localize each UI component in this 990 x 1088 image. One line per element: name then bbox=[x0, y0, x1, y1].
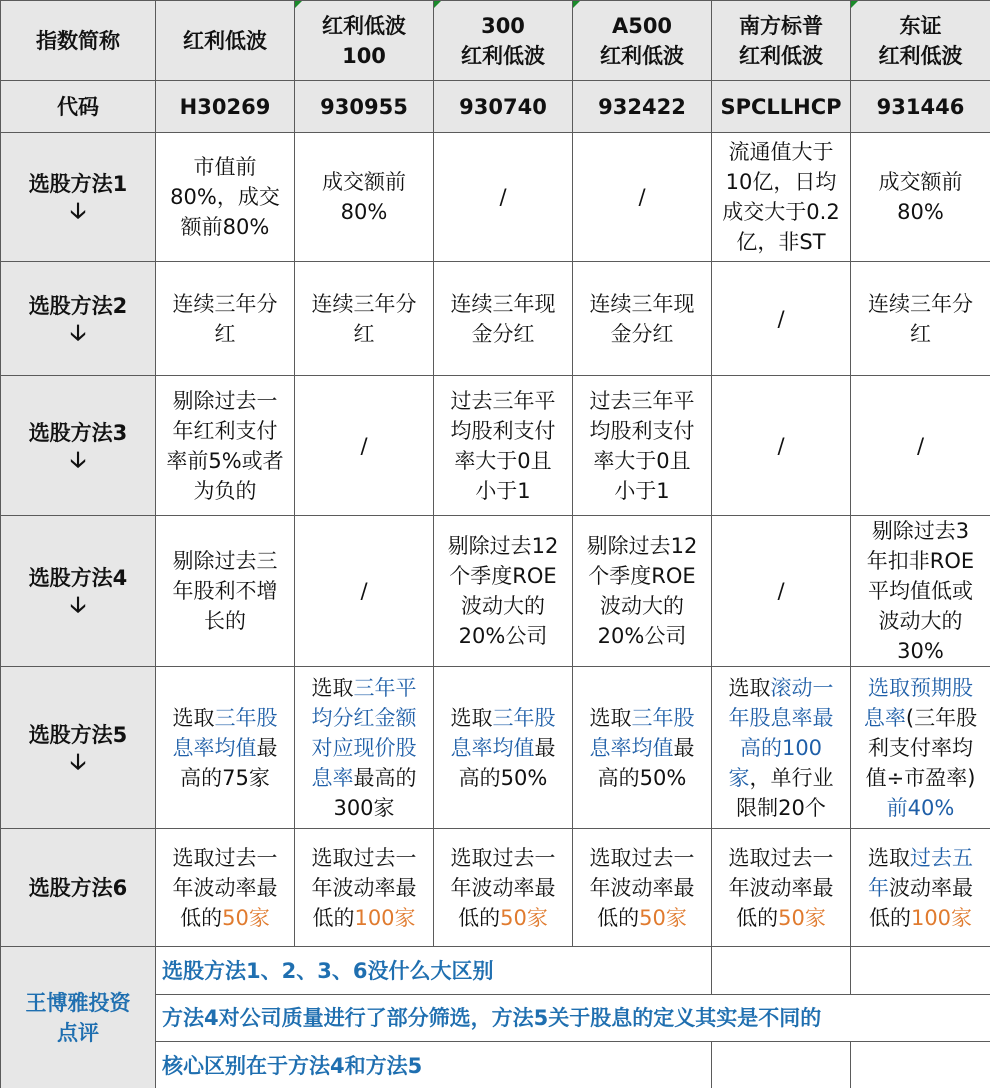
cell-line: 波动大的 bbox=[878, 609, 963, 633]
comment-line: 方法4对公司质量进行了部分筛选，方法5关于股息的定义其实是不同的 bbox=[156, 995, 990, 1042]
cell-line bbox=[715, 763, 847, 793]
comment-row bbox=[1, 947, 990, 995]
cell-line: 80% bbox=[340, 200, 388, 224]
method-cell bbox=[573, 829, 712, 947]
cell-line: 20%公司 bbox=[597, 624, 687, 648]
comment-label bbox=[1, 947, 156, 1088]
cell-line: 流通值大于 bbox=[728, 140, 834, 164]
highlight-text: 50家 bbox=[500, 905, 548, 930]
cell-line: 平均值低或 bbox=[868, 579, 973, 603]
cell-text: 最 bbox=[534, 735, 556, 760]
cell-line bbox=[298, 703, 430, 733]
method-cell bbox=[851, 262, 990, 376]
cell-line: 20%公司 bbox=[458, 624, 548, 648]
method-label-text: 选股方法5 bbox=[28, 722, 128, 747]
cell-line bbox=[854, 793, 987, 823]
cell-line: 金分红 bbox=[471, 321, 535, 346]
cell-line bbox=[576, 903, 708, 933]
method-cell bbox=[851, 516, 990, 667]
cell-line bbox=[437, 873, 569, 903]
index-code: H30269 bbox=[156, 81, 295, 133]
cell-line: 连续三年现 bbox=[450, 291, 556, 316]
cell-text: 年波动率最 bbox=[589, 875, 695, 900]
cell-line: 年红利支付 bbox=[172, 418, 278, 443]
down-arrow-icon: 🡣 bbox=[70, 199, 86, 224]
cell-line bbox=[715, 703, 847, 733]
method-cell bbox=[434, 376, 573, 516]
cell-line: 率大于0且 bbox=[593, 448, 691, 473]
cell-text: 低的 bbox=[736, 905, 779, 930]
cell-line bbox=[854, 873, 987, 903]
cell-text: 低的 bbox=[458, 905, 501, 930]
method1-row bbox=[1, 133, 990, 262]
highlight-text: 100家 bbox=[354, 905, 416, 930]
cell-line: 为负的 bbox=[193, 478, 257, 503]
highlight-text: 三年股 bbox=[631, 705, 695, 730]
method-cell bbox=[156, 376, 295, 516]
highlight-text: 50家 bbox=[222, 905, 270, 930]
method-label-text: 选股方法2 bbox=[28, 293, 128, 318]
cell-text: 选取 bbox=[589, 705, 632, 730]
cell-text: 低的 bbox=[180, 905, 223, 930]
method-label bbox=[1, 829, 156, 947]
method6-row bbox=[1, 829, 990, 947]
method-cell bbox=[851, 133, 990, 262]
highlight-text: 对应现价股 bbox=[311, 735, 417, 760]
cell-line bbox=[437, 843, 569, 873]
cell-line: 红 bbox=[214, 321, 236, 346]
cell-line: 年股利不增 bbox=[172, 579, 278, 603]
highlight-text: 家 bbox=[728, 765, 750, 790]
cell-text: 低的 bbox=[868, 905, 911, 930]
cell-text: 选取过去一 bbox=[589, 845, 695, 870]
cell-line: 连续三年分 bbox=[311, 291, 417, 316]
method-cell bbox=[573, 262, 712, 376]
method-label-text: 选股方法3 bbox=[28, 420, 128, 445]
index-code: 932422 bbox=[573, 81, 712, 133]
method-label bbox=[1, 262, 156, 376]
cell-line: 红 bbox=[910, 321, 931, 346]
cell-line bbox=[437, 703, 569, 733]
cell-line bbox=[298, 873, 430, 903]
down-arrow-icon: 🡣 bbox=[70, 320, 86, 346]
highlight-text: 三年股 bbox=[492, 705, 556, 730]
method-cell bbox=[712, 133, 851, 262]
method-label-text: 选股方法6 bbox=[28, 875, 128, 900]
cell-line: 成交额前 bbox=[322, 170, 406, 194]
cell-line bbox=[298, 843, 430, 873]
cell-text: ，单行业 bbox=[749, 765, 834, 790]
method-cell bbox=[434, 133, 573, 262]
highlight-text: 年股息率最 bbox=[728, 705, 834, 730]
cell-text: 值÷市盈率) bbox=[865, 765, 976, 790]
method2-row bbox=[1, 262, 990, 376]
cell-text: 低的 bbox=[597, 905, 640, 930]
method-cell bbox=[851, 376, 990, 516]
cell-line: 过去三年平 bbox=[589, 388, 695, 413]
highlight-text: 高的100 bbox=[739, 735, 823, 760]
cell-line bbox=[576, 763, 708, 793]
highlight-text: 息率均值 bbox=[450, 735, 535, 760]
cell-line: 个季度ROE bbox=[449, 564, 557, 588]
cell-line: 波动大的 bbox=[600, 594, 684, 618]
down-arrow-icon: 🡣 bbox=[70, 593, 86, 618]
header-col bbox=[295, 1, 434, 81]
cell-line bbox=[576, 733, 708, 763]
empty-cell bbox=[851, 947, 990, 995]
cell-text: 选取 bbox=[311, 675, 354, 700]
cell-line bbox=[437, 733, 569, 763]
cell-line bbox=[576, 843, 708, 873]
method-cell bbox=[295, 133, 434, 262]
cell-line: 率前5%或者 bbox=[166, 448, 284, 473]
method-cell bbox=[851, 667, 990, 829]
cell-text: 低的 bbox=[312, 905, 355, 930]
cell-text: 高的50% bbox=[597, 765, 687, 790]
method-cell bbox=[712, 829, 851, 947]
method-cell bbox=[712, 667, 851, 829]
cell-text: 选取 bbox=[868, 845, 910, 870]
cell-line: / bbox=[360, 433, 368, 458]
method-cell bbox=[573, 667, 712, 829]
cell-line: 均股利支付 bbox=[589, 418, 695, 443]
cell-line: 剔除过去一 bbox=[172, 388, 278, 413]
index-code: 930740 bbox=[434, 81, 573, 133]
cell-line bbox=[159, 843, 291, 873]
method-cell bbox=[295, 262, 434, 376]
comment-line: 核心区别在于方法4和方法5 bbox=[156, 1042, 712, 1088]
cell-text: 最高的 bbox=[353, 765, 417, 790]
cell-line bbox=[298, 763, 430, 793]
comment-label-line: 点评 bbox=[57, 1021, 99, 1045]
highlight-text: 年 bbox=[868, 875, 889, 900]
method-cell bbox=[156, 667, 295, 829]
cell-line bbox=[715, 873, 847, 903]
cell-line: 剔除过去12 bbox=[447, 534, 559, 558]
cell-text: 年波动率最 bbox=[728, 875, 834, 900]
highlight-text: 三年平 bbox=[353, 675, 417, 700]
code-row-label: 代码 bbox=[1, 81, 156, 133]
comment-line: 选股方法1、2、3、6没什么大区别 bbox=[156, 947, 712, 995]
method-cell bbox=[573, 376, 712, 516]
cell-line: 成交大于0.2 bbox=[722, 200, 840, 224]
method-cell bbox=[434, 516, 573, 667]
cell-text: 年波动率最 bbox=[172, 875, 278, 900]
method-label-text: 选股方法4 bbox=[28, 566, 128, 590]
header-col bbox=[573, 1, 712, 81]
cell-line: 长的 bbox=[204, 609, 246, 633]
cell-line: 剔除过去12 bbox=[586, 534, 698, 558]
method-label bbox=[1, 376, 156, 516]
cell-line: 额前80% bbox=[180, 215, 270, 239]
cell-text: 利支付率均 bbox=[868, 735, 973, 760]
cell-line: 亿，非ST bbox=[736, 230, 826, 254]
down-arrow-icon: 🡣 bbox=[70, 447, 86, 473]
method-cell bbox=[573, 133, 712, 262]
cell-line: / bbox=[777, 579, 785, 603]
cell-line: 个季度ROE bbox=[588, 564, 696, 588]
cell-line: 连续三年现 bbox=[589, 291, 695, 316]
cell-line bbox=[298, 793, 430, 823]
method-cell bbox=[712, 262, 851, 376]
method-cell bbox=[156, 516, 295, 667]
cell-line bbox=[159, 903, 291, 933]
cell-text: 选取过去一 bbox=[172, 845, 278, 870]
method-label bbox=[1, 516, 156, 667]
cell-text: 选取过去一 bbox=[450, 845, 556, 870]
cell-line: / bbox=[638, 185, 646, 209]
cell-text: 选取过去一 bbox=[311, 845, 417, 870]
method-cell bbox=[295, 376, 434, 516]
header-col bbox=[156, 1, 295, 81]
cell-line bbox=[715, 673, 847, 703]
header-col-line: 南方标普 bbox=[739, 13, 823, 38]
header-col bbox=[712, 1, 851, 81]
header-col-line: 300 bbox=[481, 13, 525, 38]
cell-text: 最 bbox=[256, 735, 278, 760]
cell-line bbox=[854, 843, 987, 873]
method-cell bbox=[434, 829, 573, 947]
header-col bbox=[434, 1, 573, 81]
cell-line: 红 bbox=[353, 321, 375, 346]
cell-line: 30% bbox=[897, 639, 944, 663]
highlight-text: 50家 bbox=[639, 905, 687, 930]
cell-line bbox=[437, 903, 569, 933]
cell-text: 最 bbox=[673, 735, 695, 760]
header-label: 指数简称 bbox=[1, 1, 156, 81]
cell-line bbox=[159, 733, 291, 763]
cell-line: 剔除过去三 bbox=[172, 549, 278, 573]
down-arrow-icon: 🡣 bbox=[70, 749, 86, 775]
cell-text: 选取过去一 bbox=[728, 845, 834, 870]
highlight-text: 息率 bbox=[311, 765, 354, 790]
method5-row bbox=[1, 667, 990, 829]
method-cell bbox=[156, 829, 295, 947]
method-label-text: 选股方法1 bbox=[28, 172, 128, 196]
cell-text: 年波动率最 bbox=[450, 875, 556, 900]
cell-line: 成交额前 bbox=[878, 170, 963, 194]
highlight-text: 三年股 bbox=[214, 705, 278, 730]
cell-line bbox=[854, 763, 987, 793]
cell-line: 年扣非ROE bbox=[866, 549, 975, 573]
cell-line: / bbox=[499, 185, 507, 209]
cell-line bbox=[715, 843, 847, 873]
highlight-text: 均分红金额 bbox=[311, 705, 417, 730]
header-col-line: 红利低波 bbox=[600, 43, 684, 68]
cell-line: 连续三年分 bbox=[172, 291, 278, 316]
method-cell bbox=[573, 516, 712, 667]
highlight-text: 50家 bbox=[778, 905, 826, 930]
header-col-line: 红利低波 bbox=[322, 13, 406, 38]
cell-line bbox=[576, 703, 708, 733]
cell-text: 高的75家 bbox=[180, 765, 270, 790]
code-row bbox=[1, 81, 990, 133]
empty-cell bbox=[851, 1042, 990, 1088]
method-cell bbox=[295, 829, 434, 947]
method4-row bbox=[1, 516, 990, 667]
highlight-text: 息率 bbox=[863, 705, 906, 730]
highlight-text: 过去五 bbox=[910, 845, 973, 870]
cell-line: 连续三年分 bbox=[868, 291, 973, 316]
cell-text: 限制20个 bbox=[736, 795, 826, 820]
highlight-text: 选取预期股 bbox=[868, 675, 973, 700]
cell-line: 80% bbox=[897, 200, 944, 224]
cell-line: / bbox=[360, 579, 368, 603]
cell-text: (三年股 bbox=[905, 705, 978, 730]
cell-line bbox=[854, 703, 987, 733]
cell-line bbox=[576, 873, 708, 903]
cell-line bbox=[159, 873, 291, 903]
cell-line: / bbox=[916, 433, 925, 458]
method-cell bbox=[712, 516, 851, 667]
cell-line: 80%，成交 bbox=[170, 185, 280, 209]
method-cell bbox=[156, 133, 295, 262]
cell-line: / bbox=[777, 306, 785, 331]
header-col-line: 红利低波 bbox=[739, 43, 823, 68]
cell-line bbox=[854, 673, 987, 703]
cell-line bbox=[715, 793, 847, 823]
cell-line: 波动大的 bbox=[461, 594, 545, 618]
cell-line bbox=[298, 673, 430, 703]
cell-text: 300家 bbox=[333, 795, 395, 820]
header-row bbox=[1, 1, 990, 81]
cell-text: 高的50% bbox=[458, 765, 548, 790]
cell-line: 均股利支付 bbox=[450, 418, 556, 443]
method-cell bbox=[851, 829, 990, 947]
index-code: 931446 bbox=[851, 81, 990, 133]
header-col-line: 红利低波 bbox=[183, 28, 267, 53]
cell-line bbox=[854, 733, 987, 763]
cell-line bbox=[715, 903, 847, 933]
header-col-line: 红利低波 bbox=[878, 43, 963, 68]
cell-line bbox=[298, 733, 430, 763]
comment-label-line: 王博雅投资 bbox=[25, 991, 131, 1015]
highlight-text: 息率均值 bbox=[589, 735, 674, 760]
cell-line bbox=[715, 733, 847, 763]
highlight-text: 前40% bbox=[886, 795, 955, 820]
cell-line bbox=[159, 763, 291, 793]
cell-text: 选取 bbox=[450, 705, 493, 730]
cell-line: 10亿，日均 bbox=[725, 170, 837, 194]
index-code: 930955 bbox=[295, 81, 434, 133]
index-code: SPCLLHCP bbox=[712, 81, 851, 133]
header-col-line: 100 bbox=[342, 43, 386, 68]
cell-text: 选取 bbox=[728, 675, 771, 700]
empty-cell bbox=[712, 1042, 851, 1088]
empty-cell bbox=[712, 947, 851, 995]
method-cell bbox=[434, 667, 573, 829]
highlight-text: 100家 bbox=[910, 905, 973, 930]
cell-line: 小于1 bbox=[614, 478, 670, 503]
cell-line: 率大于0且 bbox=[454, 448, 552, 473]
method3-row bbox=[1, 376, 990, 516]
cell-text: 选取 bbox=[172, 705, 215, 730]
method-cell bbox=[434, 262, 573, 376]
cell-text: 年波动率最 bbox=[311, 875, 417, 900]
cell-line: 小于1 bbox=[475, 478, 531, 503]
method-cell bbox=[712, 376, 851, 516]
highlight-text: 滚动一 bbox=[770, 675, 834, 700]
highlight-text: 息率均值 bbox=[172, 735, 257, 760]
cell-line: 过去三年平 bbox=[450, 388, 556, 413]
cell-line bbox=[298, 903, 430, 933]
header-col-line: 东证 bbox=[899, 13, 942, 38]
cell-line: 金分红 bbox=[610, 321, 674, 346]
cell-line bbox=[159, 703, 291, 733]
method-cell bbox=[156, 262, 295, 376]
method-label bbox=[1, 133, 156, 262]
method-cell bbox=[295, 516, 434, 667]
header-col-line: 红利低波 bbox=[461, 43, 545, 68]
cell-line bbox=[437, 763, 569, 793]
method-label bbox=[1, 667, 156, 829]
cell-line: 市值前 bbox=[193, 155, 257, 179]
method-cell bbox=[295, 667, 434, 829]
cell-text: 波动率最 bbox=[889, 875, 973, 900]
header-col-line: A500 bbox=[611, 13, 673, 38]
cell-line bbox=[854, 903, 987, 933]
cell-line: 剔除过去3 bbox=[871, 519, 970, 543]
cell-line: / bbox=[777, 433, 785, 458]
header-col bbox=[851, 1, 990, 81]
